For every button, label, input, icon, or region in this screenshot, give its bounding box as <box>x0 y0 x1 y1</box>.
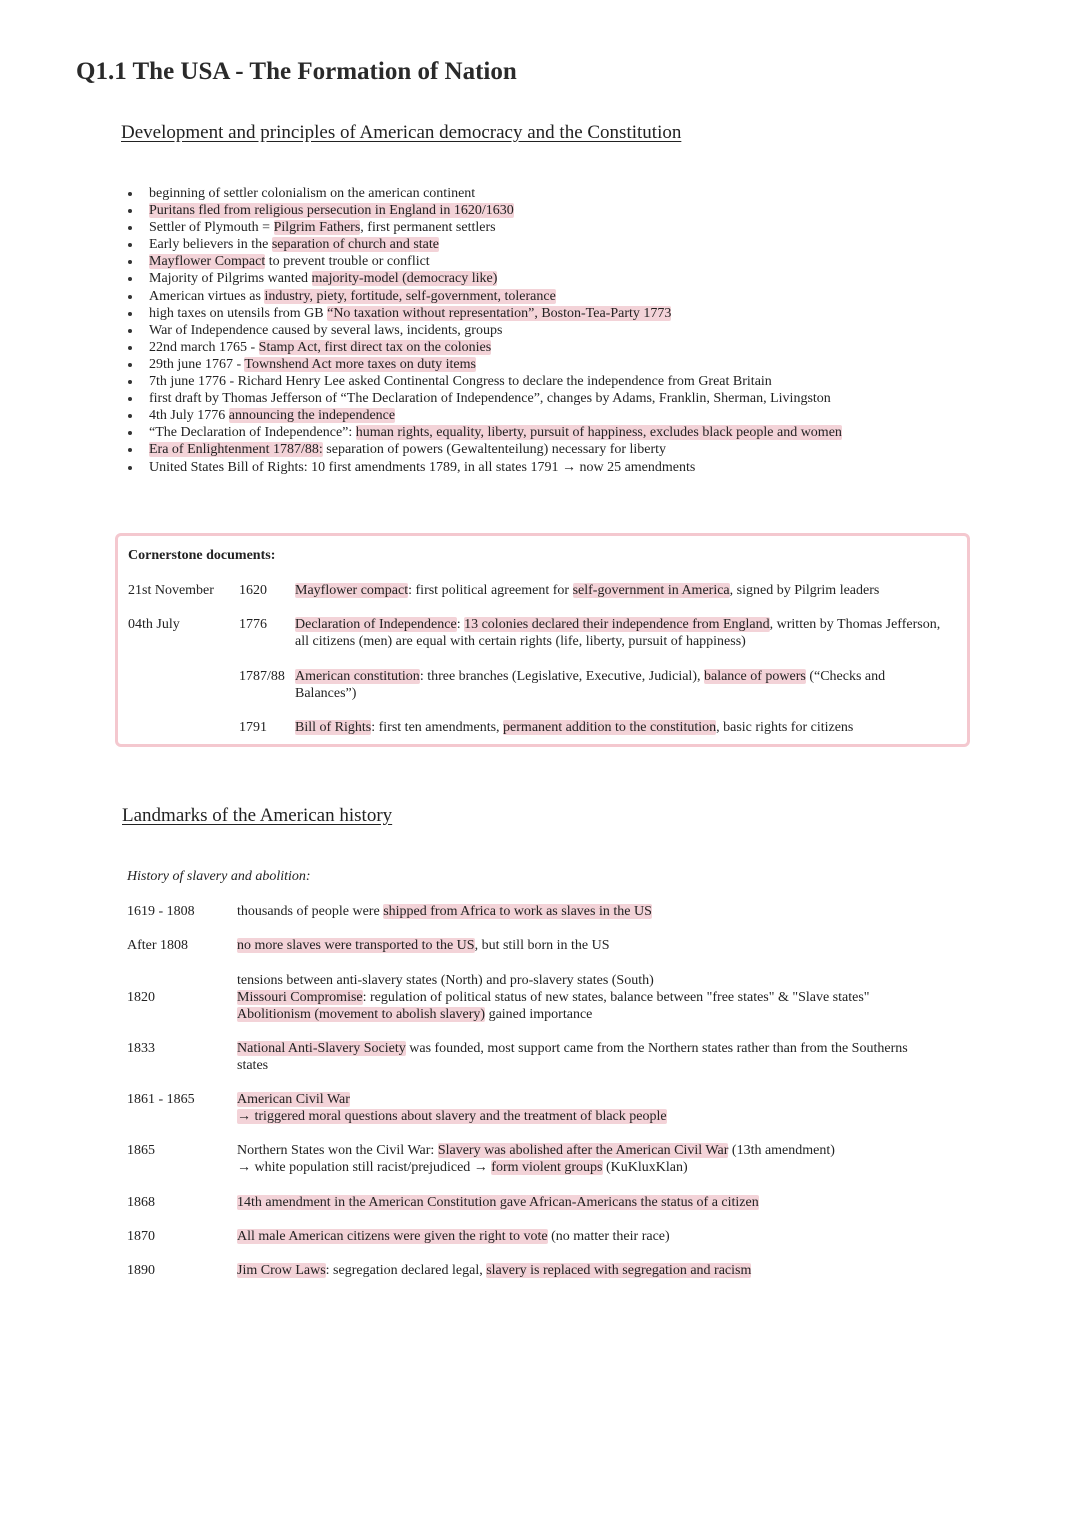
bullet-item <box>128 253 1028 270</box>
cornerstone-title: Cornerstone documents: <box>128 548 276 563</box>
timeline-year: 1865 <box>127 1143 155 1158</box>
timeline-year: 1868 <box>127 1195 155 1210</box>
timeline-year: After 1808 <box>127 938 189 953</box>
text-segment: (no matter their race) <box>547 1229 670 1244</box>
highlighted-text: Jim Crow Laws <box>237 1263 326 1278</box>
highlighted-text: Stamp Act, first direct tax on the colonies <box>258 339 492 355</box>
cornerstone-year: 1787/88 <box>239 669 285 684</box>
timeline-year: 1619 - 1808 <box>127 904 195 919</box>
timeline-text <box>237 1142 937 1176</box>
highlighted-text: Mayflower Compact <box>149 254 266 270</box>
highlighted-text: Era of Enlightenment 1787/88: <box>149 442 323 458</box>
highlighted-text: National Anti-Slavery Society <box>237 1041 406 1056</box>
text-segment: first draft by Thomas Jefferson of “The Declaration of Independence”, changes by Adams, Franklin, Sherman, Livingston <box>149 391 831 407</box>
highlighted-text: Slavery was abolished after the American Civil War <box>437 1143 729 1158</box>
bullet-item <box>128 424 1028 441</box>
timeline-text <box>237 1194 937 1211</box>
highlighted-text: majority-model (democracy like) <box>311 271 498 287</box>
timeline-line <box>237 1006 937 1023</box>
timeline-text <box>237 1091 937 1125</box>
section-title-democracy: Development and principles of American democracy and the Constitution <box>121 122 682 143</box>
bullet-item <box>128 322 1028 339</box>
text-segment: , basic rights for citizens <box>716 720 854 735</box>
timeline-text <box>237 1262 937 1279</box>
timeline-year: 1861 - 1865 <box>127 1092 195 1107</box>
highlighted-text: Missouri Compromise <box>237 990 363 1005</box>
timeline-year: 1833 <box>127 1041 155 1056</box>
page-title: Q1.1 The USA - The Formation of Nation <box>76 58 517 85</box>
cornerstone-year: 1620 <box>239 583 267 598</box>
highlighted-text: slavery is replaced with segregation and racism <box>486 1263 752 1278</box>
highlighted-text: Townshend Act more taxes on duty items <box>244 356 476 372</box>
bullet-item <box>128 219 1028 236</box>
text-segment: Early believers in the <box>149 237 272 253</box>
text-segment: 4th July 1776 <box>149 408 229 424</box>
text-segment: (“Checks and Balances”) <box>295 669 886 701</box>
timeline-line <box>237 903 937 920</box>
highlighted-text: shipped from Africa to work as slaves in the US <box>383 904 652 919</box>
timeline-text <box>237 972 937 1023</box>
text-segment: “The Declaration of Independence”: <box>149 425 356 441</box>
text-segment: tensions between anti-slavery states (North) and pro-slavery states (South) <box>237 973 654 988</box>
text-segment: (13th amendment) <box>728 1143 835 1158</box>
text-segment: Majority of Pilgrims wanted <box>149 271 312 287</box>
bullet-item <box>128 407 1028 424</box>
text-segment: Settler of Plymouth = <box>149 220 274 236</box>
text-segment: American virtues as <box>149 288 265 304</box>
text-segment: separation of powers (Gewaltenteilung) necessary for liberty <box>322 442 667 458</box>
highlighted-text: American constitution <box>295 669 420 684</box>
bullet-item <box>128 356 1028 373</box>
text-segment: 7th june 1776 - Richard Henry Lee asked Continental Congress to declare the independence from Great Britain <box>149 374 772 390</box>
text-segment: thousands of people were <box>237 904 384 919</box>
bullet-item <box>128 270 1028 287</box>
cornerstone-year: 1776 <box>239 617 267 632</box>
highlighted-text: Bill of Rights <box>295 720 372 735</box>
highlighted-text: American Civil War <box>237 1092 350 1107</box>
text-segment: : three branches (Legislative, Executive, Judicial), <box>419 669 704 684</box>
bullet-item <box>128 390 1028 407</box>
bullet-item <box>128 441 1028 458</box>
text-segment: : first ten amendments, <box>371 720 504 735</box>
timeline-line <box>237 1228 937 1245</box>
bullet-item <box>128 236 1028 253</box>
text-segment: , but still born in the US <box>474 938 610 953</box>
timeline-line <box>237 1108 937 1125</box>
text-segment: War of Independence caused by several laws, incidents, groups <box>149 322 503 338</box>
cornerstone-year: 1791 <box>239 720 267 735</box>
text-segment: , signed by Pilgrim leaders <box>729 583 880 598</box>
highlighted-text: Mayflower compact <box>295 583 409 598</box>
highlighted-text: 13 colonies declared their independence from England <box>464 617 770 632</box>
timeline-line <box>237 1262 937 1279</box>
text-segment: gained importance <box>485 1007 593 1022</box>
text-segment: , first permanent settlers <box>360 220 496 236</box>
bullet-item <box>128 373 1028 390</box>
highlighted-text: 14th amendment in the American Constitution gave African-Americans the status of a citizen <box>237 1195 759 1210</box>
cornerstone-description <box>295 719 945 736</box>
highlighted-text: industry, piety, fortitude, self-government, tolerance <box>264 288 556 304</box>
cornerstone-date: 04th July <box>128 617 180 632</box>
text-segment: was founded, most support came from the Northern states rather than from the Southerns states <box>237 1041 908 1073</box>
text-segment: United States Bill of Rights: 10 first amendments 1789, in all states 1791 → now 25 amendments <box>149 459 696 475</box>
highlighted-text: no more slaves were transported to the US <box>237 938 475 953</box>
text-segment: : segregation declared legal, <box>325 1263 487 1278</box>
highlighted-text: separation of church and state <box>271 237 439 253</box>
text-segment: beginning of settler colonialism on the american continent <box>149 186 476 201</box>
text-segment: : regulation of political status of new states, balance between "free states" & "Slave states" <box>362 990 870 1005</box>
bullet-item <box>128 185 1028 202</box>
text-segment: : <box>456 617 465 632</box>
timeline-text <box>237 1228 937 1245</box>
cornerstone-date: 21st November <box>128 583 214 598</box>
timeline-year: 1820 <box>127 990 155 1005</box>
highlighted-text: permanent addition to the constitution <box>503 720 717 735</box>
text-segment: : first political agreement for <box>408 583 573 598</box>
timeline-line <box>237 1040 937 1074</box>
timeline-year: 1890 <box>127 1263 155 1278</box>
principles-bullet-list <box>128 185 1028 476</box>
text-segment: 29th june 1767 - <box>149 356 245 372</box>
timeline-line <box>237 1159 937 1176</box>
timeline-line <box>237 1142 937 1159</box>
timeline-line <box>237 1091 937 1108</box>
timeline-line <box>237 1194 937 1211</box>
highlighted-text: Abolitionism (movement to abolish slavery) <box>237 1007 486 1022</box>
highlighted-text: All male American citizens were given the right to vote <box>237 1229 548 1244</box>
highlighted-text: Declaration of Independence <box>295 617 457 632</box>
timeline-text <box>237 1040 937 1074</box>
text-segment: Northern States won the Civil War: <box>237 1143 438 1158</box>
highlighted-text: self-government in America <box>572 583 730 598</box>
section-title-landmarks: Landmarks of the American history <box>122 805 393 826</box>
text-segment: → white population still racist/prejudiced → <box>237 1160 492 1175</box>
timeline-year: 1870 <box>127 1229 155 1244</box>
text-segment: to prevent trouble or conflict <box>265 254 430 270</box>
highlighted-text: human rights, equality, liberty, pursuit of happiness, excludes black people and women <box>355 425 842 441</box>
timeline-text <box>237 937 937 954</box>
bullet-item <box>128 305 1028 322</box>
text-segment: , written by Thomas Jefferson, all citizens (men) are equal with certain rights (life, liberty, pursuit of happiness) <box>295 617 941 649</box>
timeline-line <box>237 972 937 989</box>
bullet-item <box>128 339 1028 356</box>
cornerstone-description <box>295 616 945 650</box>
cornerstone-description <box>295 668 945 702</box>
highlighted-text: Pilgrim Fathers <box>273 220 361 236</box>
highlighted-text: announcing the independence <box>228 408 396 424</box>
text-segment: (KuKluxKlan) <box>602 1160 688 1175</box>
bullet-item <box>128 202 1028 219</box>
cornerstone-description <box>295 582 945 599</box>
highlighted-text: form violent groups <box>491 1160 603 1175</box>
text-segment: 22nd march 1765 - <box>149 339 259 355</box>
text-segment: high taxes on utensils from GB <box>149 305 328 321</box>
highlighted-text: Puritans fled from religious persecution in England in 1620/1630 <box>149 203 514 219</box>
highlighted-text: → triggered moral questions about slavery and the treatment of black people <box>237 1109 667 1124</box>
timeline-text <box>237 903 937 920</box>
bullet-item <box>128 288 1028 305</box>
highlighted-text: “No taxation without representation”, Boston-Tea-Party 1773 <box>327 305 672 321</box>
slavery-subtitle: History of slavery and abolition: <box>127 869 311 884</box>
timeline-line <box>237 937 937 954</box>
highlighted-text: balance of powers <box>703 669 806 684</box>
bullet-item <box>128 459 1028 476</box>
timeline-line <box>237 989 937 1006</box>
